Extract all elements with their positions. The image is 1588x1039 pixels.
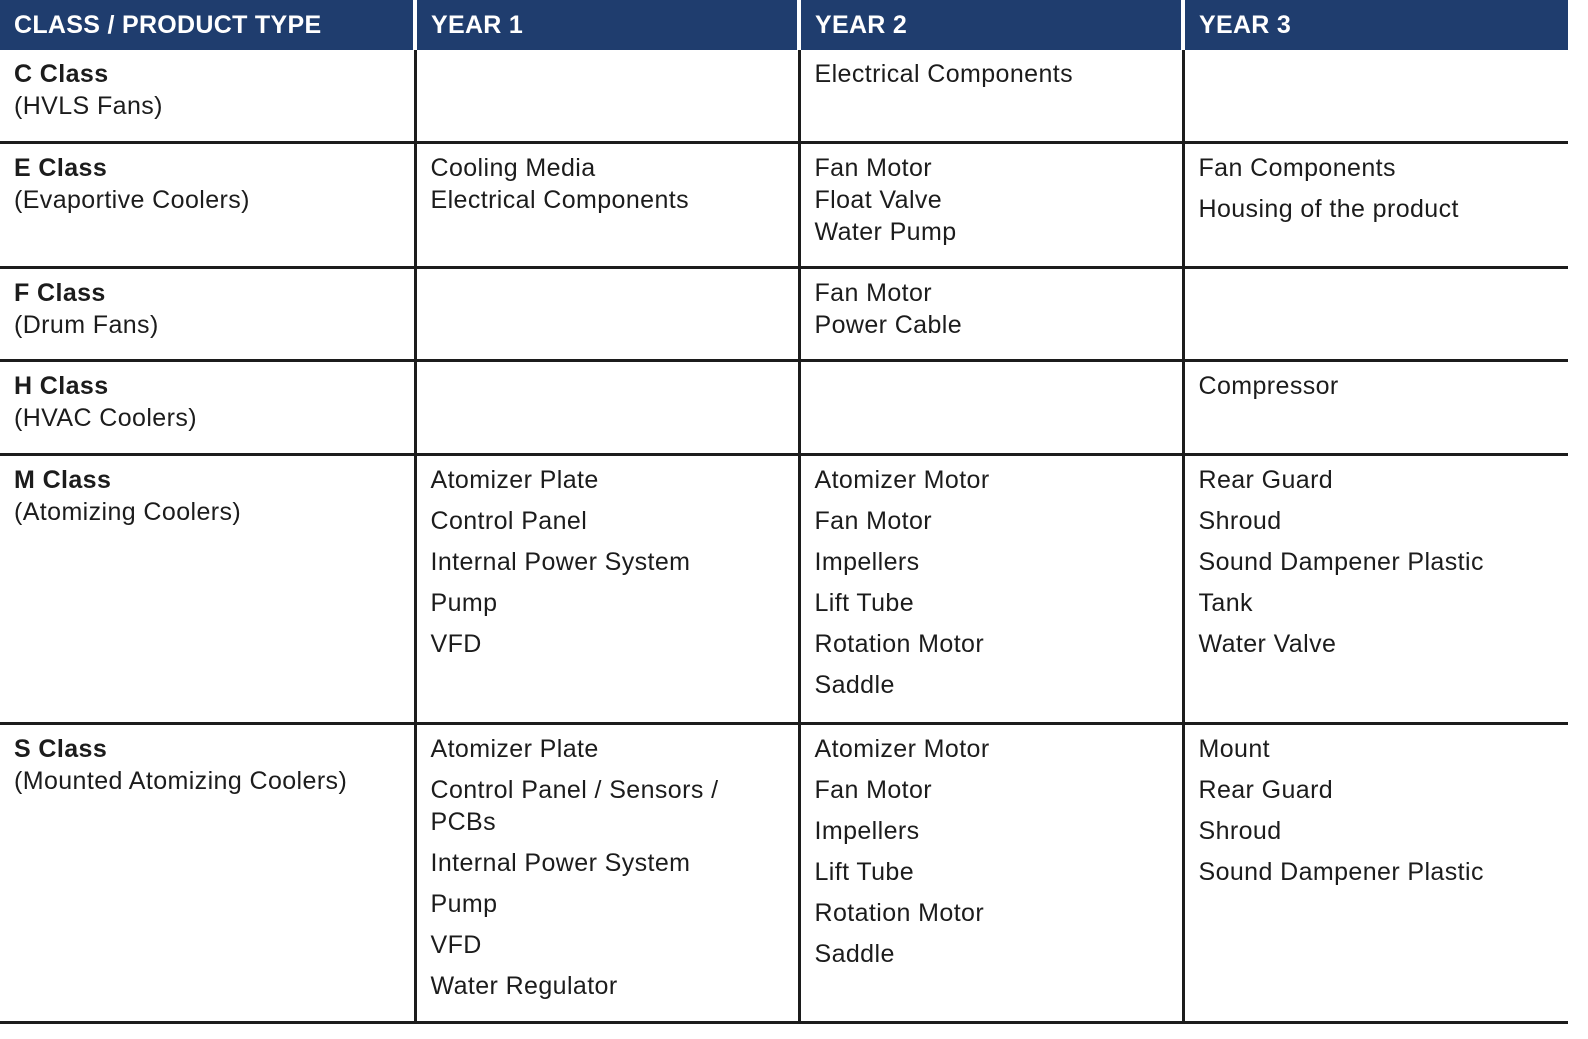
covered-part: Rear Guard	[1198, 775, 1334, 804]
covered-part: Internal Power System	[430, 547, 691, 576]
year-2-cell	[799, 723, 1183, 1022]
table-row	[0, 454, 1568, 723]
year-3-cell	[1183, 267, 1568, 360]
header-row	[0, 0, 1568, 50]
covered-part: Rotation Motor	[814, 898, 985, 927]
covered-part: Fan Components	[1198, 153, 1396, 182]
table-row	[0, 142, 1568, 267]
covered-part: Mount	[1198, 734, 1270, 763]
class-name: S Class	[14, 734, 108, 763]
year-2-cell	[799, 142, 1183, 267]
covered-part: Lift Tube	[814, 857, 914, 886]
covered-part: Impellers	[814, 547, 920, 576]
table-row	[0, 360, 1568, 454]
class-name: H Class	[14, 371, 109, 400]
year-1-cell	[415, 50, 799, 142]
class-name: E Class	[14, 153, 108, 182]
covered-part: Water Regulator	[430, 971, 618, 1000]
year-2-cell	[799, 267, 1183, 360]
covered-part: Sound Dampener Plastic	[1198, 547, 1484, 576]
class-name: M Class	[14, 465, 112, 494]
covered-part: VFD	[430, 930, 482, 959]
covered-part: Sound Dampener Plastic	[1198, 857, 1484, 886]
class-cell	[0, 267, 415, 360]
class-cell	[0, 454, 415, 723]
class-cell	[0, 50, 415, 142]
covered-part: Fan Motor	[814, 775, 933, 804]
year-3-cell	[1183, 360, 1568, 454]
covered-part: Power Cable	[814, 310, 963, 339]
table-row	[0, 267, 1568, 360]
class-cell	[0, 723, 415, 1022]
class-name: C Class	[14, 60, 109, 88]
covered-part: Shroud	[1198, 816, 1282, 845]
class-description: (Drum Fans)	[14, 310, 159, 339]
header-year-2: YEAR 2	[799, 0, 1183, 50]
class-description: (Atomizing Coolers)	[14, 497, 242, 526]
covered-part: Fan Motor	[814, 506, 933, 535]
year-3-cell	[1183, 50, 1568, 142]
covered-part: Control Panel	[430, 506, 588, 535]
year-1-cell	[415, 267, 799, 360]
table-header	[0, 0, 1568, 50]
year-1-cell	[415, 723, 799, 1022]
covered-part: Pump	[430, 588, 498, 617]
covered-part: Shroud	[1198, 506, 1282, 535]
covered-part: Fan Motor	[814, 278, 933, 307]
year-2-cell	[799, 360, 1183, 454]
table-row	[0, 50, 1568, 142]
covered-part: Electrical Components	[814, 60, 1074, 88]
covered-part: Atomizer Plate	[430, 465, 599, 494]
year-3-cell	[1183, 454, 1568, 723]
class-name: F Class	[14, 278, 106, 307]
covered-part: Impellers	[814, 816, 920, 845]
year-1-cell	[415, 360, 799, 454]
covered-part: Atomizer Plate	[430, 734, 599, 763]
class-description: (Evaportive Coolers)	[14, 185, 250, 214]
header-year-3: YEAR 3	[1183, 0, 1568, 50]
header-class-product-type: CLASS / PRODUCT TYPE	[0, 0, 415, 50]
covered-part: Compressor	[1198, 371, 1339, 400]
covered-part: Cooling Media	[430, 153, 596, 182]
covered-part: Atomizer Motor	[814, 734, 990, 763]
covered-part: Electrical Components	[430, 185, 690, 214]
class-cell	[0, 360, 415, 454]
class-cell	[0, 142, 415, 267]
table-row	[0, 723, 1568, 1022]
covered-part: Internal Power System	[430, 848, 691, 877]
covered-part: Water Valve	[1198, 629, 1337, 658]
class-description: (Mounted Atomizing Coolers)	[14, 766, 348, 795]
covered-part: Saddle	[814, 939, 895, 968]
covered-part: Rotation Motor	[814, 629, 985, 658]
class-description: (HVLS Fans)	[14, 92, 163, 120]
year-1-cell	[415, 142, 799, 267]
covered-part: Tank	[1198, 588, 1253, 617]
covered-part: Water Pump	[814, 217, 957, 246]
header-year-1: YEAR 1	[415, 0, 799, 50]
covered-part: Housing of the product	[1198, 194, 1459, 223]
covered-part: Pump	[430, 889, 498, 918]
year-3-cell	[1183, 142, 1568, 267]
covered-part: Saddle	[814, 670, 895, 699]
covered-part: Atomizer Motor	[814, 465, 990, 494]
covered-part: Control Panel / Sensors / PCBs	[430, 775, 719, 836]
covered-part: Lift Tube	[814, 588, 914, 617]
table-body	[0, 50, 1568, 1022]
year-2-cell	[799, 454, 1183, 723]
year-2-cell	[799, 50, 1183, 142]
class-description: (HVAC Coolers)	[14, 403, 197, 432]
year-1-cell	[415, 454, 799, 723]
covered-part: Fan Motor	[814, 153, 933, 182]
covered-part: Rear Guard	[1198, 465, 1334, 494]
covered-part: Float Valve	[814, 185, 943, 214]
covered-part: VFD	[430, 629, 482, 658]
year-3-cell	[1183, 723, 1568, 1022]
